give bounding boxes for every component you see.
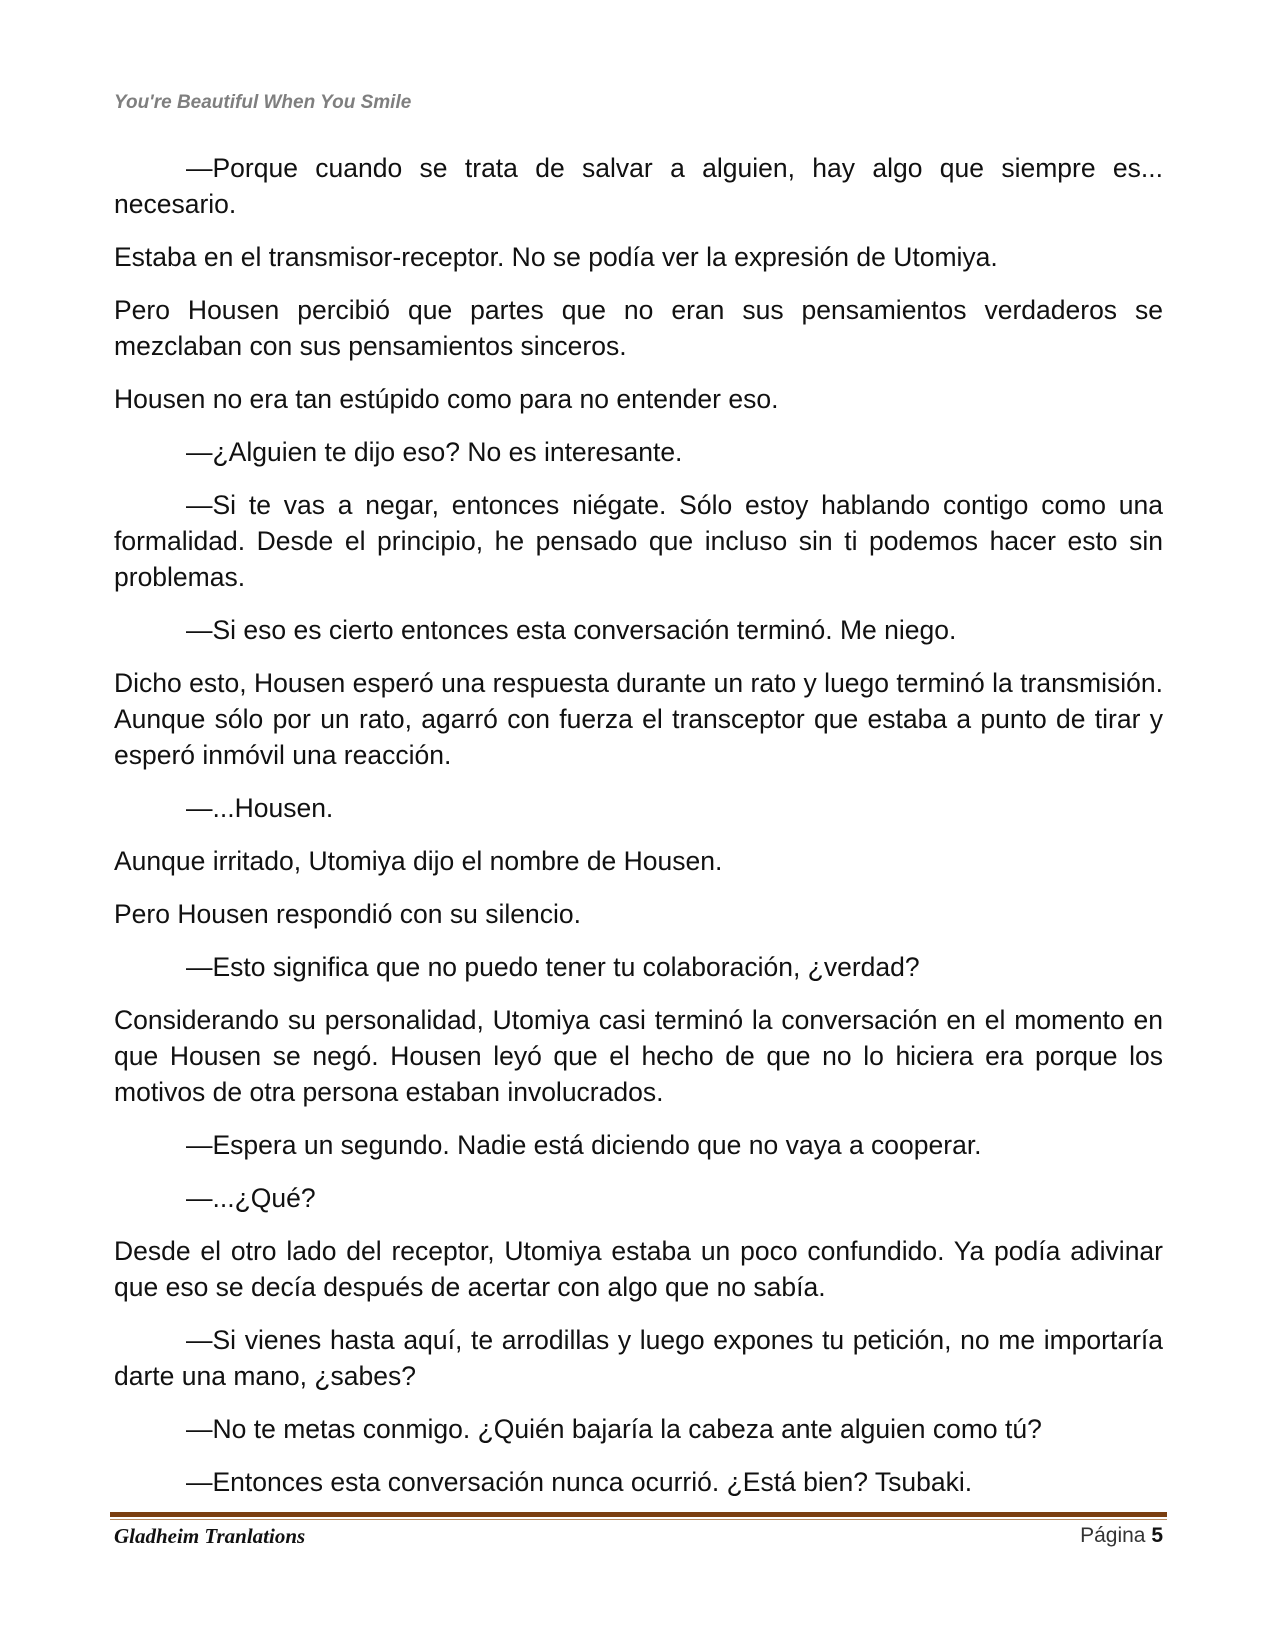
footer-divider-thin [110, 1519, 1167, 1520]
paragraph: Housen no era tan estúpido como para no entender eso. [114, 384, 779, 414]
paragraph: —...Housen. [186, 793, 334, 823]
paragraph: —Esto significa que no puedo tener tu colaboración, ¿verdad? [186, 952, 920, 982]
paragraph: —Porque cuando se trata de salvar a alguien, hay algo que siempre es... necesario. [114, 153, 1163, 219]
paragraph: Considerando su personalidad, Utomiya casi terminó la conversación en el momento en que Housen se negó. Housen leyó que el hecho de que no lo hiciera era porque los motivos de otra persona estaban involucrados. [114, 1005, 1163, 1107]
paragraph: Aunque irritado, Utomiya dijo el nombre de Housen. [114, 846, 723, 876]
page-number [1080, 1524, 1163, 1548]
paragraph: Pero Housen respondió con su silencio. [114, 899, 581, 929]
paragraph: —Si te vas a negar, entonces niégate. Sólo estoy hablando contigo como una formalidad. Desde el principio, he pensado que incluso sin ti podemos hacer esto sin problemas. [114, 490, 1163, 592]
page-label: Página [1080, 1524, 1146, 1547]
paragraph: Desde el otro lado del receptor, Utomiya estaba un poco confundido. Ya podía adivinar que eso se decía después de acertar con algo que no sabía. [114, 1236, 1163, 1302]
paragraph: Dicho esto, Housen esperó una respuesta durante un rato y luego terminó la transmisión. Aunque sólo por un rato, agarró con fuerza el transceptor que estaba a punto de tirar y esperó inmóvil una reacción. [114, 668, 1163, 770]
paragraph: —No te metas conmigo. ¿Quién bajaría la cabeza ante alguien como tú? [186, 1414, 1042, 1444]
paragraph: Pero Housen percibió que partes que no eran sus pensamientos verdaderos se mezclaban con sus pensamientos sinceros. [114, 295, 1163, 361]
footer-divider [110, 1512, 1167, 1517]
running-header: You're Beautiful When You Smile [114, 92, 412, 113]
paragraph: —Entonces esta conversación nunca ocurrió. ¿Está bien? Tsubaki. [186, 1467, 973, 1497]
paragraph: —Si vienes hasta aquí, te arrodillas y luego expones tu petición, no me importaría darte una mano, ¿sabes? [114, 1325, 1163, 1391]
paragraph: —...¿Qué? [186, 1183, 316, 1213]
footer-credit: Gladheim Tranlations [114, 1524, 306, 1548]
paragraph: —Espera un segundo. Nadie está diciendo que no vaya a cooperar. [186, 1130, 982, 1160]
paragraph: Estaba en el transmisor-receptor. No se podía ver la expresión de Utomiya. [114, 242, 998, 272]
page-number-value: 5 [1151, 1524, 1163, 1547]
body-text [114, 150, 1163, 1517]
paragraph: —¿Alguien te dijo eso? No es interesante. [186, 437, 683, 467]
paragraph: —Si eso es cierto entonces esta conversación terminó. Me niego. [186, 615, 957, 645]
